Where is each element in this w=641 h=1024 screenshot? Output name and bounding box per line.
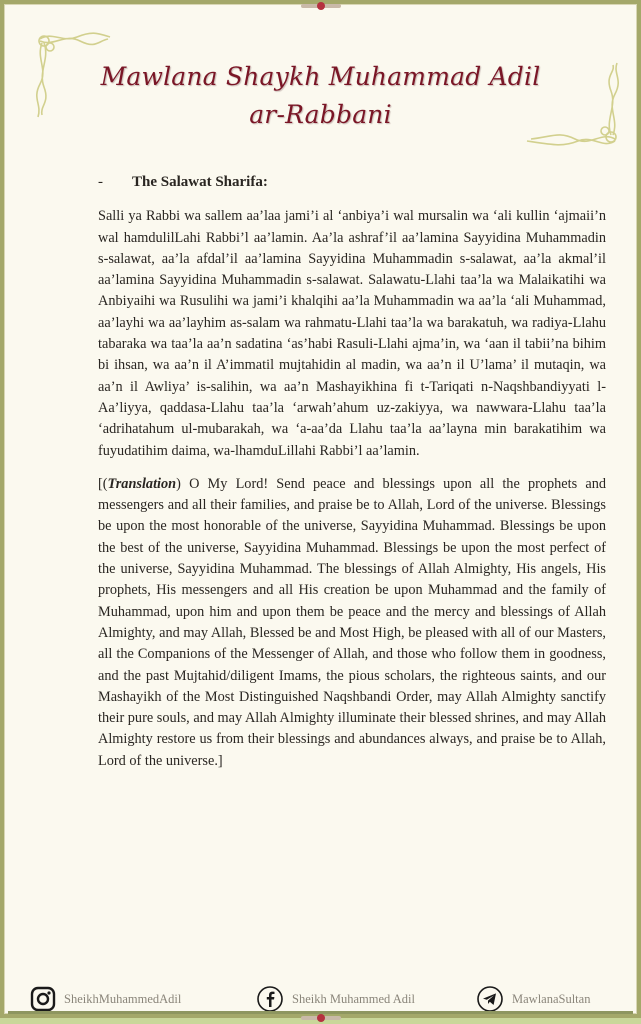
translation-open-bracket: [( xyxy=(98,475,108,492)
social-instagram[interactable] xyxy=(30,986,230,1012)
section-heading-text: The Salawat Sharifa: xyxy=(132,174,268,190)
instagram-icon xyxy=(30,986,56,1012)
social-facebook[interactable] xyxy=(256,985,476,1013)
facebook-icon xyxy=(256,985,284,1013)
instagram-handle: SheikhMuhammedAdil xyxy=(64,991,182,1006)
telegram-handle: MawlanaSultan xyxy=(512,991,591,1006)
social-telegram[interactable] xyxy=(476,985,590,1013)
bottom-ornament-icon xyxy=(301,1014,341,1024)
bullet-dash: - xyxy=(98,174,103,190)
page-title xyxy=(4,58,637,134)
translation-label: Translation xyxy=(107,475,177,492)
translation-close-paren: ) xyxy=(176,475,181,492)
social-footer xyxy=(30,984,617,1014)
facebook-handle: Sheikh Muhammed Adil xyxy=(292,991,415,1006)
translation-paragraph xyxy=(98,474,606,772)
title-line-1: Mawlana Shaykh Muhammad Adil xyxy=(100,62,541,91)
document-content xyxy=(98,172,606,784)
transliteration-paragraph: Salli ya Rabbi wa sallem aa’laa jami’i al ‘anbiya’i wal mursalin wa ‘ali kullin ‘ajmaii’n wal hamdulilLahi Rabbi’l aa’lamin. Aa’la ashraf’il aa’lamina Sayyidina Muhammadin s-salawat, aa’la afdal’il aa’lamina Sayyidina Muhammadin s-salawat, aa’la akmal’il aa’lamina Sayyidina Muhammadin s-salawat. Salawatu-Llahi taa’la wa Malaikatihi wa Anbiyaihi wa Rusulihi wa jami’i khalqihi aa’la Muhammadin wa aa’la ‘ali Muhammad, aa’layhi wa aa’layhim as-salam wa rahmatu-Llahi taa’la wa barakatuh, wa radiya-Llahu tabaraka wa taa’la aa’n sadatina ‘as’habi Rasuli-Llahi ajma’in, wa ‘aan il tabii’na bihim bi ihsan, wa aa’n il A’immatil mujtahidin al madin, wa aa’n il U’lama’ il mutaqin, wa aa’n il Awliya’ is-salihin, wa aa’n Mashayikhina fi t-Tariqati n-Naqshbandiyyati l-Aa’liyya, qaddasa-Llahu taa’la ‘arwah’ahum uz-zakiyya, wa nawwara-Llahu taa’la ‘adrihatahum ul-mubarakah, wa ‘a-aa’da Llahu taa’la aa’layna min barakatihim wa fuyudatihim daima, wa-lhamduLillahi Rabbi’l aa’lamin. xyxy=(98,208,606,459)
section-heading xyxy=(98,172,606,193)
top-ornament-icon xyxy=(301,2,341,10)
translation-text: O My Lord! Send peace and blessings upon all the prophets and messengers and all their families, and praise be to Allah, Lord of the universe. Blessings be upon the most honorable of the universe, Sayyidina Muhammad. Blessings be upon the best of the universe, Sayyidina Muhammad. Blessings be upon the most perfect of the universe, Sayyidina Muhammad. The blessings of Allah Almighty, His angels, His prophets, His messengers and all His creation be upon Muhammad and the family of Muhammad, upon him and upon them be peace and the mercy and blessings of Allah Almighty, and may Allah, Blessed be and Most High, be pleased with all of our Masters, all the Companions of the Messenger of Allah, and those who follow them in goodness, and the past Mujtahid/diligent Imams, the pious scholars, the righteous saints, and our Mashayikh of the Most Distinguished Naqshbandi Order, may Allah Almighty sanctify their pure souls, and may Allah Almighty illuminate their blessed shrines, and may Allah Almighty restore us from their blessings and abundances always, and praise be to Allah, Lord of the universe.] xyxy=(98,475,606,769)
title-line-2: ar-Rabbani xyxy=(249,100,392,129)
telegram-icon xyxy=(476,985,504,1013)
